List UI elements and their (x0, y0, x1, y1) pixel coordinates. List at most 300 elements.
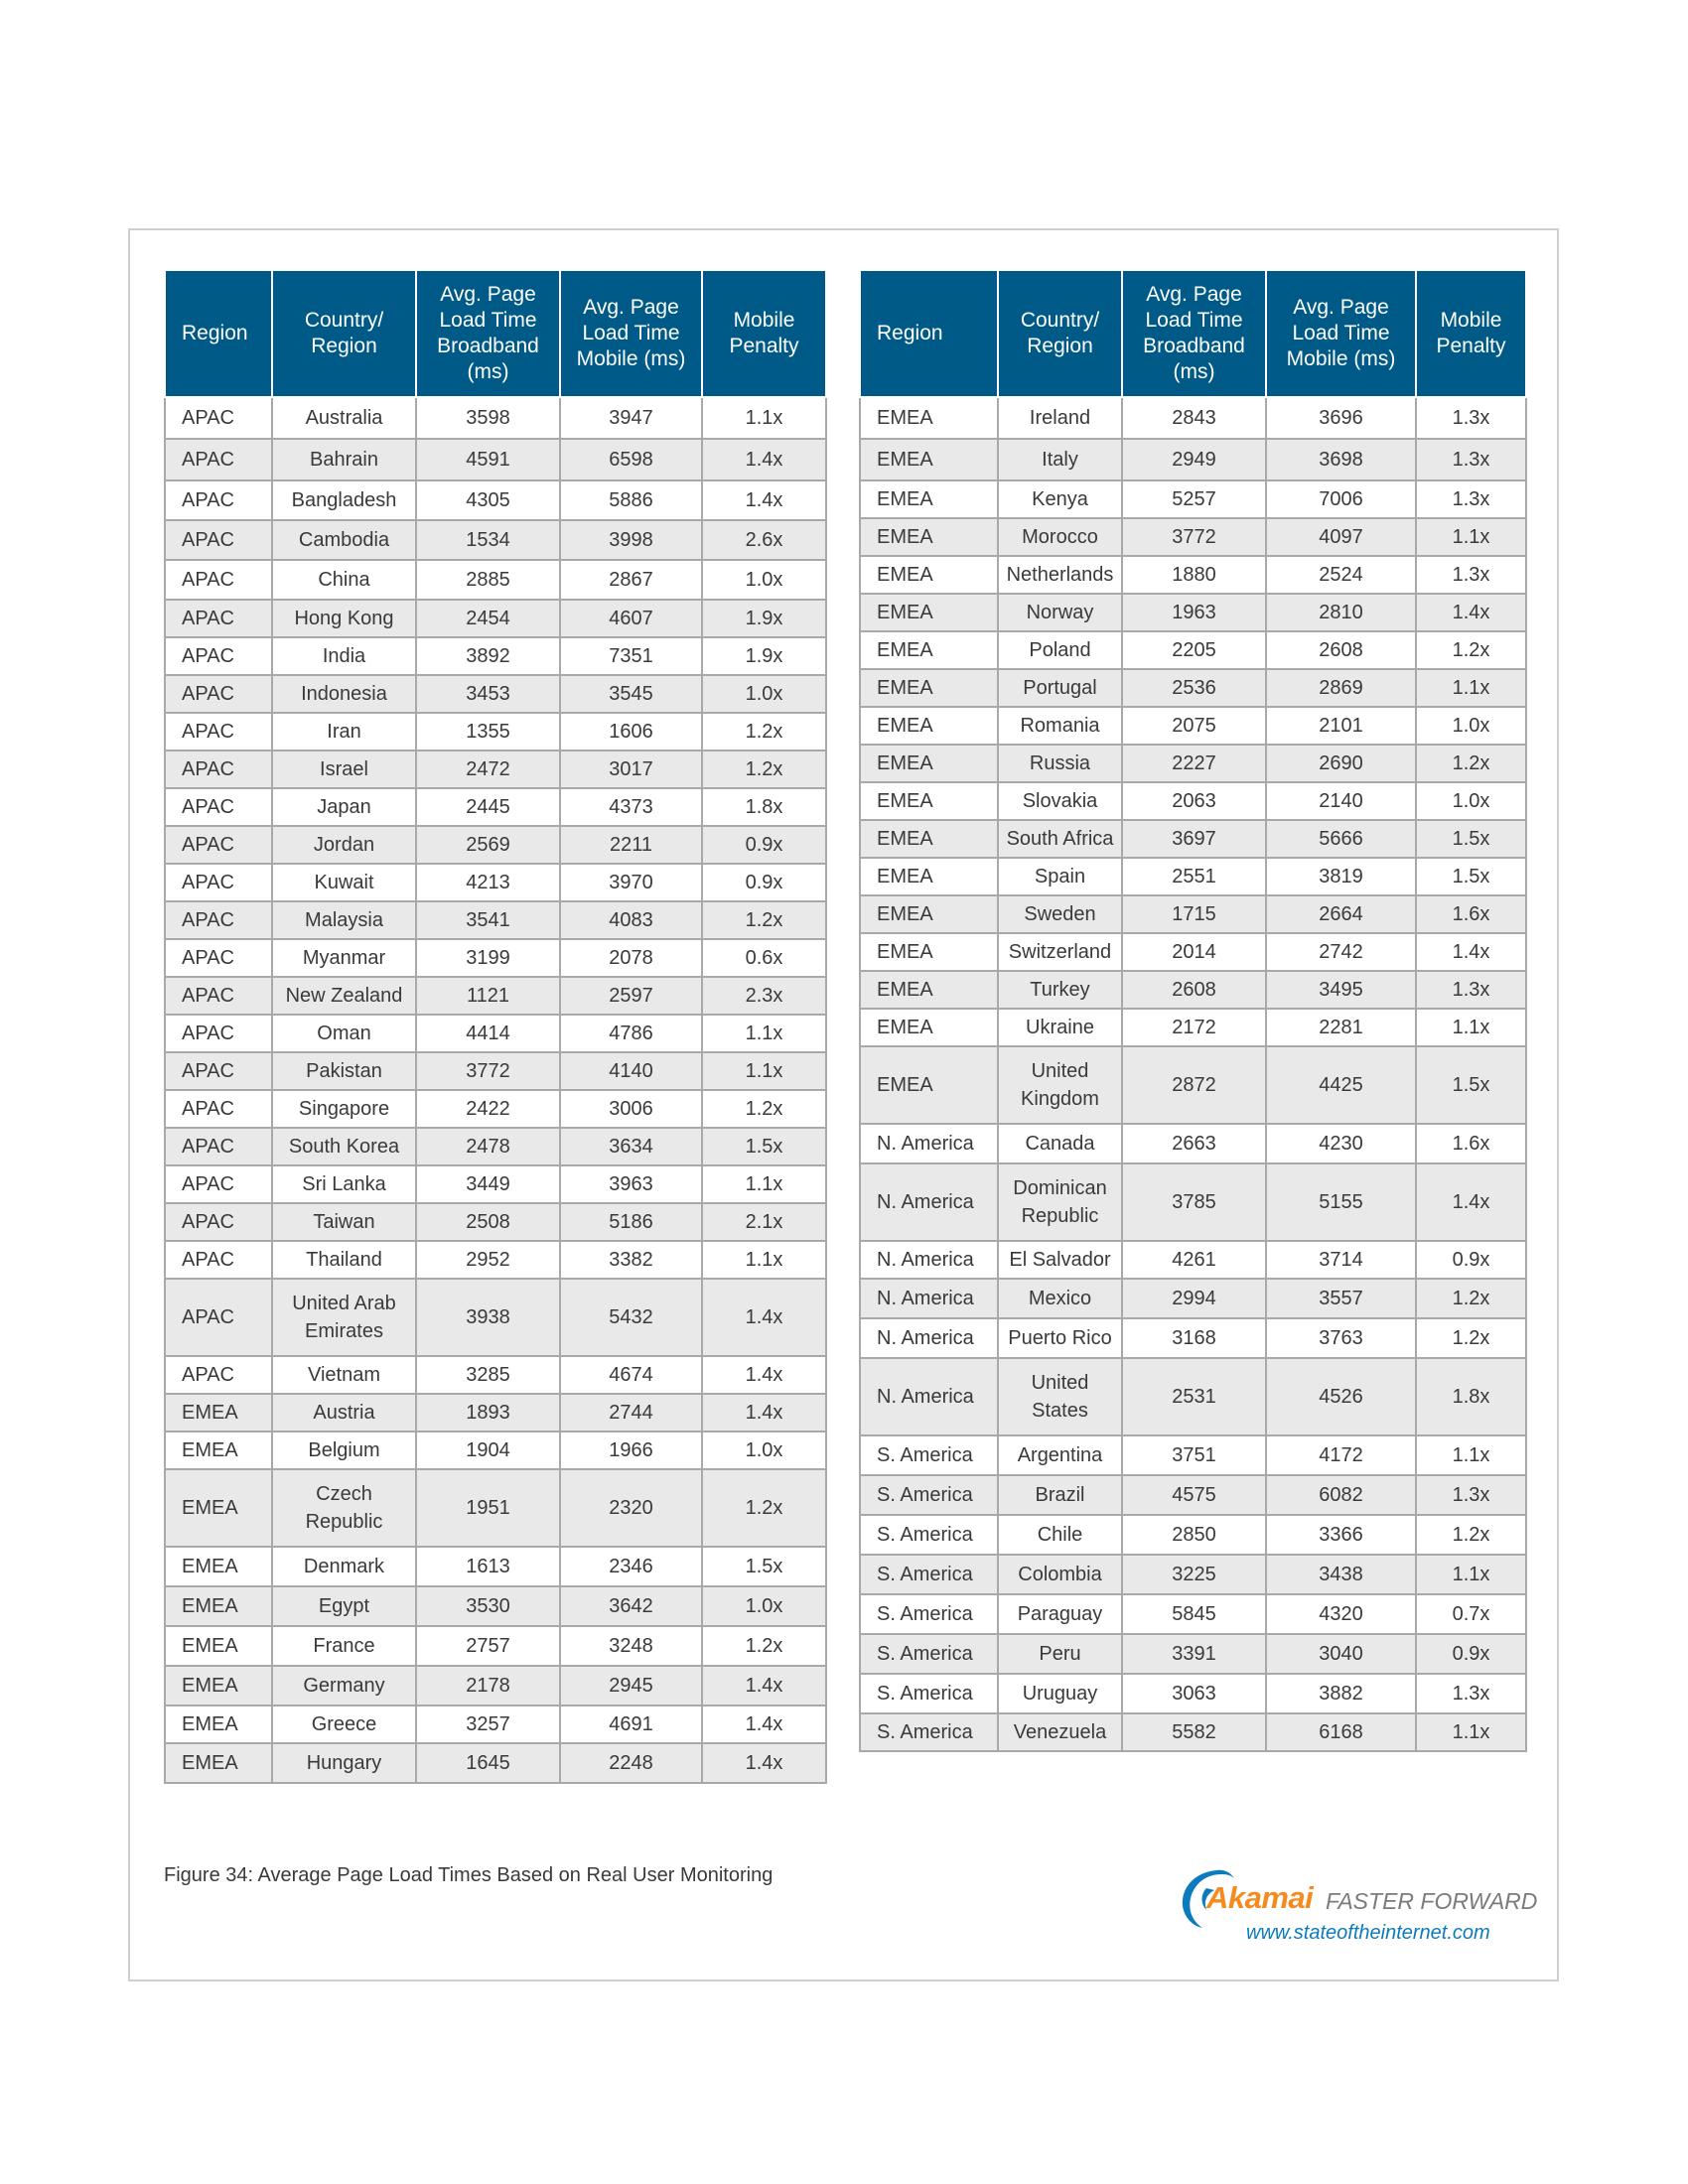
column-header: Mobile Penalty (702, 270, 826, 397)
mobile-penalty-cell: 1.2x (1416, 1515, 1526, 1555)
mobile-penalty-cell: 1.4x (702, 1394, 826, 1432)
mobile-penalty-cell: 1.4x (1416, 594, 1526, 631)
country-cell: New Zealand (272, 977, 416, 1015)
region-cell: APAC (165, 600, 272, 637)
table-row (860, 971, 1526, 1009)
region-cell: APAC (165, 1165, 272, 1203)
mobile-time-cell: 3998 (560, 520, 702, 560)
mobile-time-cell: 4786 (560, 1015, 702, 1052)
broadband-time-cell: 3785 (1122, 1163, 1266, 1241)
broadband-time-cell: 2014 (1122, 933, 1266, 971)
mobile-time-cell: 6598 (560, 439, 702, 480)
mobile-time-cell: 2664 (1266, 895, 1416, 933)
region-cell: APAC (165, 480, 272, 520)
country-cell: Peru (998, 1634, 1122, 1674)
table-row (165, 637, 826, 675)
table-row (165, 397, 826, 439)
broadband-time-cell: 3199 (416, 939, 560, 977)
mobile-penalty-cell: 1.4x (702, 1743, 826, 1783)
mobile-penalty-cell: 0.6x (702, 939, 826, 977)
broadband-time-cell: 3453 (416, 675, 560, 713)
mobile-penalty-cell: 1.2x (1416, 1279, 1526, 1318)
mobile-time-cell: 2945 (560, 1666, 702, 1706)
mobile-penalty-cell: 1.4x (702, 1356, 826, 1394)
region-cell: N. America (860, 1358, 998, 1435)
broadband-time-cell: 2531 (1122, 1358, 1266, 1435)
country-cell: Vietnam (272, 1356, 416, 1394)
broadband-time-cell: 5257 (1122, 480, 1266, 518)
mobile-penalty-cell: 1.4x (702, 1706, 826, 1743)
table-row (165, 1052, 826, 1090)
mobile-penalty-cell: 2.3x (702, 977, 826, 1015)
region-cell: APAC (165, 439, 272, 480)
broadband-time-cell: 4575 (1122, 1475, 1266, 1515)
broadband-time-cell: 2952 (416, 1241, 560, 1279)
mobile-penalty-cell: 2.6x (702, 520, 826, 560)
mobile-penalty-cell: 1.2x (1416, 1318, 1526, 1358)
table-row (165, 939, 826, 977)
broadband-time-cell: 1613 (416, 1547, 560, 1586)
table-row (860, 1713, 1526, 1751)
table-row (165, 480, 826, 520)
mobile-penalty-cell: 1.4x (1416, 933, 1526, 971)
mobile-time-cell: 4320 (1266, 1594, 1416, 1634)
region-cell: APAC (165, 977, 272, 1015)
table-row (860, 397, 1526, 439)
table-row (860, 1674, 1526, 1713)
country-cell: Puerto Rico (998, 1318, 1122, 1358)
broadband-time-cell: 3285 (416, 1356, 560, 1394)
column-header: Avg. Page Load Time Broadband (ms) (1122, 270, 1266, 397)
mobile-time-cell: 3545 (560, 675, 702, 713)
region-cell: EMEA (860, 1009, 998, 1046)
mobile-time-cell: 4083 (560, 901, 702, 939)
country-cell: Singapore (272, 1090, 416, 1128)
table-row (860, 1318, 1526, 1358)
table-row (860, 820, 1526, 858)
broadband-time-cell: 3063 (1122, 1674, 1266, 1713)
region-cell: S. America (860, 1713, 998, 1751)
mobile-time-cell: 2140 (1266, 782, 1416, 820)
country-cell: Hungary (272, 1743, 416, 1783)
broadband-time-cell: 3772 (1122, 518, 1266, 556)
mobile-time-cell: 2211 (560, 826, 702, 864)
table-row (165, 1666, 826, 1706)
region-cell: APAC (165, 560, 272, 600)
column-header: Region (860, 270, 998, 397)
broadband-time-cell: 2478 (416, 1128, 560, 1165)
region-cell: APAC (165, 901, 272, 939)
broadband-time-cell: 1534 (416, 520, 560, 560)
region-cell: S. America (860, 1435, 998, 1475)
country-cell: Denmark (272, 1547, 416, 1586)
country-cell: Cambodia (272, 520, 416, 560)
country-cell: Belgium (272, 1432, 416, 1469)
broadband-time-cell: 2850 (1122, 1515, 1266, 1555)
broadband-time-cell: 2551 (1122, 858, 1266, 895)
mobile-penalty-cell: 1.6x (1416, 895, 1526, 933)
region-cell: EMEA (165, 1394, 272, 1432)
mobile-time-cell: 3963 (560, 1165, 702, 1203)
broadband-time-cell: 4261 (1122, 1241, 1266, 1279)
table-row (165, 1394, 826, 1432)
region-cell: APAC (165, 1052, 272, 1090)
country-cell: Argentina (998, 1435, 1122, 1475)
mobile-penalty-cell: 1.0x (1416, 707, 1526, 745)
table-row (860, 518, 1526, 556)
broadband-time-cell: 3449 (416, 1165, 560, 1203)
country-cell: Paraguay (998, 1594, 1122, 1634)
mobile-time-cell: 1606 (560, 713, 702, 751)
mobile-time-cell: 2101 (1266, 707, 1416, 745)
mobile-penalty-cell: 1.3x (1416, 556, 1526, 594)
country-cell: Canada (998, 1124, 1122, 1163)
mobile-penalty-cell: 1.5x (702, 1128, 826, 1165)
region-cell: EMEA (860, 480, 998, 518)
mobile-time-cell: 5155 (1266, 1163, 1416, 1241)
broadband-time-cell: 2205 (1122, 631, 1266, 669)
mobile-time-cell: 4140 (560, 1052, 702, 1090)
mobile-penalty-cell: 1.0x (702, 1586, 826, 1626)
country-cell: Hong Kong (272, 600, 416, 637)
table-row (165, 1469, 826, 1547)
region-cell: EMEA (165, 1432, 272, 1469)
broadband-time-cell: 2885 (416, 560, 560, 600)
website-link[interactable]: www.stateoftheinternet.com (1246, 1922, 1490, 1944)
mobile-time-cell: 3970 (560, 864, 702, 901)
region-cell: EMEA (860, 971, 998, 1009)
country-cell: Ireland (998, 397, 1122, 439)
mobile-penalty-cell: 1.9x (702, 600, 826, 637)
region-cell: S. America (860, 1594, 998, 1634)
table-row (165, 864, 826, 901)
country-cell: Taiwan (272, 1203, 416, 1241)
mobile-time-cell: 4172 (1266, 1435, 1416, 1475)
mobile-penalty-cell: 1.4x (702, 480, 826, 520)
broadband-time-cell: 4414 (416, 1015, 560, 1052)
country-cell: Slovakia (998, 782, 1122, 820)
table-row (165, 1706, 826, 1743)
country-cell: Oman (272, 1015, 416, 1052)
broadband-time-cell: 1893 (416, 1394, 560, 1432)
country-cell: Kuwait (272, 864, 416, 901)
figure-caption: Figure 34: Average Page Load Times Based on Real User Monitoring (164, 1864, 774, 1886)
region-cell: N. America (860, 1124, 998, 1163)
mobile-penalty-cell: 1.8x (702, 788, 826, 826)
region-cell: APAC (165, 1090, 272, 1128)
country-cell: Netherlands (998, 556, 1122, 594)
table-row (165, 826, 826, 864)
country-cell: China (272, 560, 416, 600)
mobile-penalty-cell: 1.0x (702, 1432, 826, 1469)
mobile-time-cell: 3040 (1266, 1634, 1416, 1674)
broadband-time-cell: 2536 (1122, 669, 1266, 707)
mobile-penalty-cell: 1.1x (702, 1052, 826, 1090)
mobile-time-cell: 3819 (1266, 858, 1416, 895)
region-cell: S. America (860, 1674, 998, 1713)
country-cell: Turkey (998, 971, 1122, 1009)
region-cell: APAC (165, 1279, 272, 1356)
mobile-penalty-cell: 1.4x (1416, 1163, 1526, 1241)
brand-tagline: FASTER FORWARD (1326, 1888, 1538, 1914)
table-row (860, 1163, 1526, 1241)
mobile-time-cell: 2690 (1266, 745, 1416, 782)
region-cell: EMEA (165, 1743, 272, 1783)
region-cell: EMEA (860, 556, 998, 594)
country-cell: Brazil (998, 1475, 1122, 1515)
mobile-time-cell: 1966 (560, 1432, 702, 1469)
region-cell: S. America (860, 1555, 998, 1594)
broadband-time-cell: 2172 (1122, 1009, 1266, 1046)
mobile-time-cell: 6168 (1266, 1713, 1416, 1751)
broadband-time-cell: 5845 (1122, 1594, 1266, 1634)
country-cell: Colombia (998, 1555, 1122, 1594)
table-row (165, 901, 826, 939)
table-row (165, 788, 826, 826)
table-row (860, 895, 1526, 933)
table-row (165, 1241, 826, 1279)
mobile-penalty-cell: 1.1x (702, 1015, 826, 1052)
mobile-penalty-cell: 1.3x (1416, 1674, 1526, 1713)
region-cell: EMEA (860, 782, 998, 820)
table-row (165, 520, 826, 560)
broadband-time-cell: 2445 (416, 788, 560, 826)
mobile-time-cell: 3017 (560, 751, 702, 788)
table-row (165, 600, 826, 637)
mobile-time-cell: 4425 (1266, 1046, 1416, 1124)
mobile-time-cell: 3642 (560, 1586, 702, 1626)
broadband-time-cell: 1963 (1122, 594, 1266, 631)
mobile-penalty-cell: 1.2x (702, 751, 826, 788)
table-row (860, 556, 1526, 594)
region-cell: EMEA (860, 397, 998, 439)
country-cell: United Kingdom (998, 1046, 1122, 1124)
region-cell: S. America (860, 1634, 998, 1674)
country-cell: Czech Republic (272, 1469, 416, 1547)
broadband-time-cell: 3168 (1122, 1318, 1266, 1358)
mobile-penalty-cell: 1.3x (1416, 397, 1526, 439)
table-row (860, 1009, 1526, 1046)
region-cell: EMEA (860, 518, 998, 556)
broadband-time-cell: 2063 (1122, 782, 1266, 820)
table-row (165, 560, 826, 600)
country-cell: El Salvador (998, 1241, 1122, 1279)
column-header: Avg. Page Load Time Mobile (ms) (560, 270, 702, 397)
country-cell: Bangladesh (272, 480, 416, 520)
country-cell: Uruguay (998, 1674, 1122, 1713)
mobile-penalty-cell: 1.3x (1416, 439, 1526, 480)
region-cell: APAC (165, 713, 272, 751)
country-cell: Greece (272, 1706, 416, 1743)
table-row (860, 1555, 1526, 1594)
mobile-time-cell: 3714 (1266, 1241, 1416, 1279)
region-cell: APAC (165, 826, 272, 864)
mobile-time-cell: 3947 (560, 397, 702, 439)
mobile-time-cell: 4607 (560, 600, 702, 637)
broadband-time-cell: 3541 (416, 901, 560, 939)
table-row (165, 751, 826, 788)
country-cell: South Africa (998, 820, 1122, 858)
mobile-time-cell: 2346 (560, 1547, 702, 1586)
region-cell: APAC (165, 397, 272, 439)
country-cell: France (272, 1626, 416, 1666)
mobile-time-cell: 3382 (560, 1241, 702, 1279)
broadband-time-cell: 4213 (416, 864, 560, 901)
mobile-time-cell: 2810 (1266, 594, 1416, 631)
country-cell: Egypt (272, 1586, 416, 1626)
country-cell: India (272, 637, 416, 675)
broadband-time-cell: 3751 (1122, 1435, 1266, 1475)
mobile-time-cell: 2248 (560, 1743, 702, 1783)
table-row (165, 1279, 826, 1356)
mobile-penalty-cell: 0.9x (1416, 1634, 1526, 1674)
broadband-time-cell: 3391 (1122, 1634, 1266, 1674)
mobile-time-cell: 6082 (1266, 1475, 1416, 1515)
table-row (860, 1515, 1526, 1555)
broadband-time-cell: 3257 (416, 1706, 560, 1743)
table-row (165, 1626, 826, 1666)
column-header: Avg. Page Load Time Mobile (ms) (1266, 270, 1416, 397)
mobile-time-cell: 2608 (1266, 631, 1416, 669)
broadband-time-cell: 2757 (416, 1626, 560, 1666)
table-row (860, 1279, 1526, 1318)
mobile-penalty-cell: 1.5x (1416, 1046, 1526, 1124)
region-cell: EMEA (860, 745, 998, 782)
country-cell: Italy (998, 439, 1122, 480)
broadband-time-cell: 2508 (416, 1203, 560, 1241)
table-row (860, 480, 1526, 518)
table-row (860, 782, 1526, 820)
mobile-penalty-cell: 0.9x (1416, 1241, 1526, 1279)
column-header: Avg. Page Load Time Broadband (ms) (416, 270, 560, 397)
region-cell: APAC (165, 1203, 272, 1241)
mobile-time-cell: 2744 (560, 1394, 702, 1432)
broadband-time-cell: 2569 (416, 826, 560, 864)
mobile-penalty-cell: 1.1x (1416, 669, 1526, 707)
table-row (860, 1046, 1526, 1124)
region-cell: N. America (860, 1241, 998, 1279)
country-cell: Chile (998, 1515, 1122, 1555)
region-cell: APAC (165, 1128, 272, 1165)
country-cell: Dominican Republic (998, 1163, 1122, 1241)
mobile-time-cell: 3366 (1266, 1515, 1416, 1555)
region-cell: EMEA (165, 1626, 272, 1666)
mobile-penalty-cell: 1.2x (1416, 631, 1526, 669)
region-cell: EMEA (860, 707, 998, 745)
table-row (860, 1358, 1526, 1435)
region-cell: N. America (860, 1279, 998, 1318)
country-cell: Myanmar (272, 939, 416, 977)
broadband-time-cell: 1951 (416, 1469, 560, 1547)
country-cell: Iran (272, 713, 416, 751)
region-cell: EMEA (165, 1706, 272, 1743)
broadband-time-cell: 2608 (1122, 971, 1266, 1009)
country-cell: Jordan (272, 826, 416, 864)
region-cell: APAC (165, 788, 272, 826)
brand-name: Akamai (1206, 1880, 1314, 1915)
broadband-time-cell: 1904 (416, 1432, 560, 1469)
broadband-time-cell: 3938 (416, 1279, 560, 1356)
broadband-time-cell: 2075 (1122, 707, 1266, 745)
mobile-time-cell: 5432 (560, 1279, 702, 1356)
broadband-time-cell: 1121 (416, 977, 560, 1015)
table-row (165, 1090, 826, 1128)
mobile-time-cell: 3882 (1266, 1674, 1416, 1713)
mobile-time-cell: 2320 (560, 1469, 702, 1547)
table-row (860, 1594, 1526, 1634)
mobile-time-cell: 2597 (560, 977, 702, 1015)
mobile-time-cell: 4674 (560, 1356, 702, 1394)
mobile-time-cell: 3248 (560, 1626, 702, 1666)
broadband-time-cell: 1645 (416, 1743, 560, 1783)
mobile-time-cell: 5886 (560, 480, 702, 520)
mobile-time-cell: 3006 (560, 1090, 702, 1128)
broadband-time-cell: 3697 (1122, 820, 1266, 858)
column-header: Region (165, 270, 272, 397)
region-cell: EMEA (860, 439, 998, 480)
country-cell: Malaysia (272, 901, 416, 939)
country-cell: Mexico (998, 1279, 1122, 1318)
broadband-time-cell: 3225 (1122, 1555, 1266, 1594)
table-row (165, 713, 826, 751)
region-cell: N. America (860, 1318, 998, 1358)
country-cell: Norway (998, 594, 1122, 631)
broadband-time-cell: 4305 (416, 480, 560, 520)
mobile-time-cell: 7351 (560, 637, 702, 675)
country-cell: Australia (272, 397, 416, 439)
region-cell: EMEA (860, 858, 998, 895)
region-cell: EMEA (165, 1586, 272, 1626)
region-cell: S. America (860, 1475, 998, 1515)
mobile-time-cell: 3763 (1266, 1318, 1416, 1358)
mobile-time-cell: 7006 (1266, 480, 1416, 518)
region-cell: EMEA (165, 1469, 272, 1547)
akamai-logo (1177, 1860, 1538, 1950)
table-row (860, 933, 1526, 971)
broadband-time-cell: 3598 (416, 397, 560, 439)
mobile-time-cell: 3495 (1266, 971, 1416, 1009)
country-cell: Switzerland (998, 933, 1122, 971)
table-row (860, 1435, 1526, 1475)
mobile-penalty-cell: 1.1x (702, 1241, 826, 1279)
mobile-time-cell: 4691 (560, 1706, 702, 1743)
mobile-penalty-cell: 1.5x (1416, 858, 1526, 895)
mobile-time-cell: 2524 (1266, 556, 1416, 594)
table-row (165, 1128, 826, 1165)
table-row (860, 1241, 1526, 1279)
table-row (860, 669, 1526, 707)
mobile-penalty-cell: 1.2x (702, 1090, 826, 1128)
region-cell: APAC (165, 751, 272, 788)
mobile-penalty-cell: 1.3x (1416, 971, 1526, 1009)
region-cell: APAC (165, 1241, 272, 1279)
table-row (165, 1203, 826, 1241)
broadband-time-cell: 5582 (1122, 1713, 1266, 1751)
mobile-penalty-cell: 0.9x (702, 864, 826, 901)
table-row (165, 1015, 826, 1052)
mobile-penalty-cell: 1.1x (1416, 1009, 1526, 1046)
broadband-time-cell: 2454 (416, 600, 560, 637)
table-header-row (860, 270, 1526, 397)
load-times-table-right (859, 269, 1527, 1752)
region-cell: EMEA (860, 631, 998, 669)
country-cell: South Korea (272, 1128, 416, 1165)
region-cell: APAC (165, 939, 272, 977)
region-cell: APAC (165, 675, 272, 713)
country-cell: Poland (998, 631, 1122, 669)
table-row (860, 707, 1526, 745)
table-row (860, 594, 1526, 631)
